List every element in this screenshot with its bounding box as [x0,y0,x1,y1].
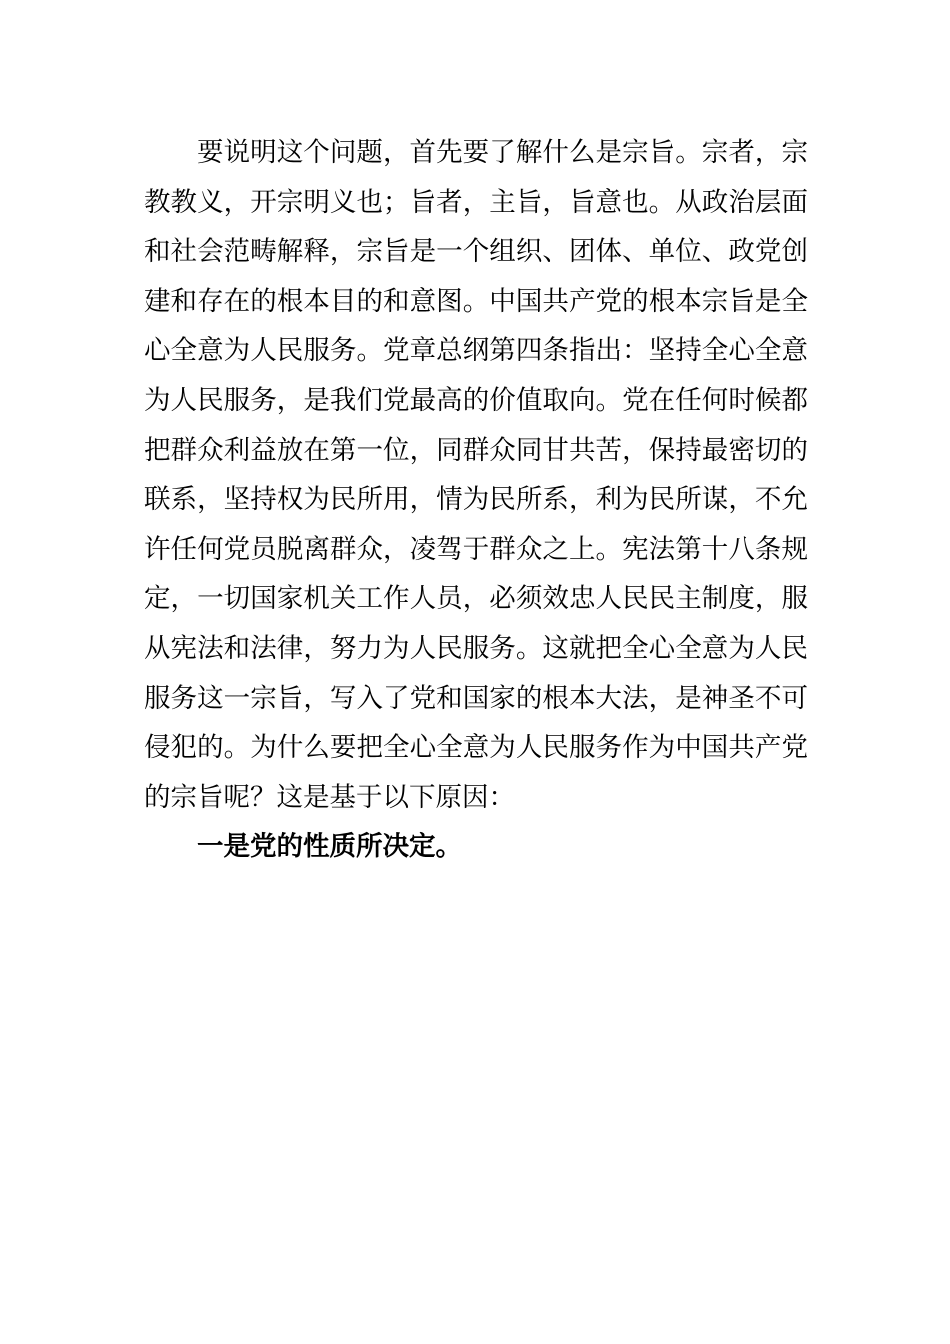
body-paragraph: 要说明这个问题，首先要了解什么是宗旨。宗者，宗教教义，开宗明义也；旨者，主旨，旨意也。从政治层面和社会范畴解释，宗旨是一个组织、团体、单位、政党创建和存在的根本目的和意图。中国共产党的根本宗旨是全心全意为人民服务。党章总纲第四条指出：坚持全心全意为人民服务，是我们党最高的价值取向。党在任何时候都把群众利益放在第一位，同群众同甘共苦，保持最密切的联系，坚持权为民所用，情为民所系，利为民所谋，不允许任何党员脱离群众，凌驾于群众之上。宪法第十八条规定，一切国家机关工作人员，必须效忠人民民主制度，服从宪法和法律，努力为人民服务。这就把全心全意为人民服务这一宗旨，写入了党和国家的根本大法，是神圣不可侵犯的。为什么要把全心全意为人民服务作为中国共产党的宗旨呢？这是基于以下原因： [144,137,808,813]
document-body [144,128,808,872]
section-heading: 一是党的性质所决定。 [197,831,462,863]
